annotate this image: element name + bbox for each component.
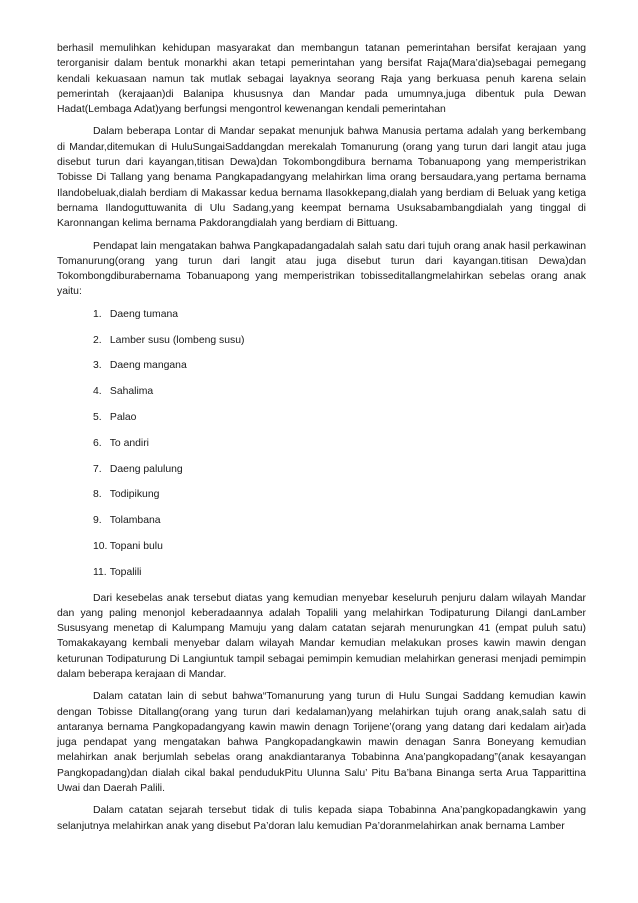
list-item [57, 307, 586, 322]
list-item-name: Todipikung [109, 489, 160, 501]
list-item-number: 4. [93, 386, 102, 398]
list-item [57, 487, 586, 502]
list-item-number: 6. [93, 437, 102, 449]
children-list [57, 307, 586, 580]
list-item-number: 9. [93, 515, 102, 527]
list-item-number: 3. [93, 360, 102, 372]
list-item-number: 11. [93, 566, 107, 578]
list-item [57, 358, 586, 373]
list-item [57, 462, 586, 477]
list-item-number: 5. [93, 411, 102, 423]
list-item [57, 565, 586, 580]
list-item-name: Daeng tumana [109, 308, 179, 320]
list-item-number: 7. [93, 463, 102, 475]
list-item [57, 333, 586, 348]
list-item [57, 436, 586, 451]
paragraph-lontar-mandar: Dalam beberapa Lontar di Mandar sepakat menunjuk bahwa Manusia pertama adalah yang berkembang di Mandar,ditemukan di HuluSungaiSaddangdan merekalah Tomanurung (orang yang turun dari langit atau juga disebut turun dari kayangan,titisan Dewa)dan Tokombongdibura bernama Tobanuapong yang memperistrikan Tobisse Di Tallang yang benama Pangkapadangyang melahirkan lima orang bersaudara,yang pertama bernama Ilandobeluak,dialah berdiam di Makassar kedua bernama Ilasokkepang,dialah yang berdiam di Beluak yang ketiga bernama Ilandoguttuwanita di Ulu Sadang,yang keempat bernama Usuksabambangdialah yang tinggal di Karonnangan kelima bernama Pakdorangdialah yang berdiam di Bittuang. [57, 126, 586, 230]
list-item [57, 539, 586, 554]
document-body [57, 41, 586, 841]
list-item-number: 2. [93, 334, 102, 346]
paragraph-continuation: berhasil memulihkan kehidupan masyarakat dan membangun tatanan pemerintahan bersifat kerajaan yang terorganisir dalam bentuk monarkhi akan tetapi pemerintahan yang bersifat Raja(Mara’dia)sebagai pemegang kendali kekuasaan namun tak mutlak sebagai layaknya seorang Raja yang berkuasa penuh karena selain pemerintah (kerajaan)di Balanipa khususnya dan Mandar pada umumnya,juga dibentuk pula Dewan Hadat(Lembaga Adat)yang berfungsi mengontrol kewenangan kendali pemerintahan [57, 43, 586, 116]
list-item-name: Daeng palulung [109, 463, 183, 475]
list-item-name: Lamber susu (lombeng susu) [109, 334, 245, 346]
paragraph-pendapat-lain: Pendapat lain mengatakan bahwa Pangkapadangadalah salah satu dari tujuh orang anak hasil perkawinan Tomanurung(orang yang turun dari langit atau juga disebut turun dari kayangan.titisan Dewa)dan Tokombongdiburabernama Tobanuapong yang memperistrikan tobisseditallangmelahirkan sebelas orang anak yaitu: [57, 240, 586, 298]
list-item-name: Sahalima [109, 386, 154, 398]
paragraph-kesebelas-anak: Dari kesebelas anak tersebut diatas yang kemudian menyebar keseluruh penjuru dalam wilayah Mandar dan yang paling menonjol keberadaannya adalah Topalili yang melahirkan Todipaturung Dilangi danLamber Sususyang menetap di Kalumpang Mamuju yang dalam catatan sejarah menurungkan 41 (empat puluh satu) Tomakakayang kembali menyebar dalam wilayah Mandar kemudian melakukan proses kawin mawin dengan keturunan Todipaturung Di Langiuntuk tampil sebagai pemimpin kemudian melahirkan generasi menjadi pemimpin dalam beberapa kerajaan di Mandar. [57, 592, 586, 680]
list-item [57, 410, 586, 425]
paragraph-catatan-sejarah: Dalam catatan sejarah tersebut tidak di tulis kepada siapa Tobabinna Ana’pangkopadangkawin yang selanjutnya melahirkan anak yang disebut Pa’doran lalu kemudian Pa’doranmelahirkan anak bernama Lamber [57, 805, 586, 832]
list-item [57, 513, 586, 528]
list-item [57, 384, 586, 399]
paragraph-catatan-lain: Dalam catatan lain di sebut bahwa“Tomanurung yang turun di Hulu Sungai Saddang kemudian kawin dengan Tobisse Ditallang(orang yang turun dari kedalaman)yang melahirkan tujuh orang anak,salah satu di antaranya bernama Pangkopadangyang kawin mawin denagn Torijene’(orang yang datang dari kedalam air)ada juga pendapat yang mengatakan bahwa Pangkopadangkawin mawin denagan Sanra Boneyang kemudian melahirkan anak berjumlah sebelas orang anakdiantaranya Tobabinna Ana’pangkopadang”(anak kesayangan Pangkopadang)dan dialah cikal bakal pendudukPitu Ulunna Salu’ Pitu Ba’bana Binanga serta Arua Tapparittina Uwai dan Daerah Palili. [57, 691, 586, 795]
list-item-name: Palao [109, 411, 137, 423]
list-item-name: Topani bulu [109, 540, 163, 552]
list-item-number: 1. [93, 308, 102, 320]
list-item-name: To andiri [109, 437, 149, 449]
list-item-number: 10. [93, 540, 108, 552]
list-item-number: 8. [93, 489, 102, 501]
list-item-name: Daeng mangana [109, 360, 187, 372]
list-item-name: Tolambana [109, 515, 161, 527]
list-item-name: Topalili [109, 566, 142, 578]
